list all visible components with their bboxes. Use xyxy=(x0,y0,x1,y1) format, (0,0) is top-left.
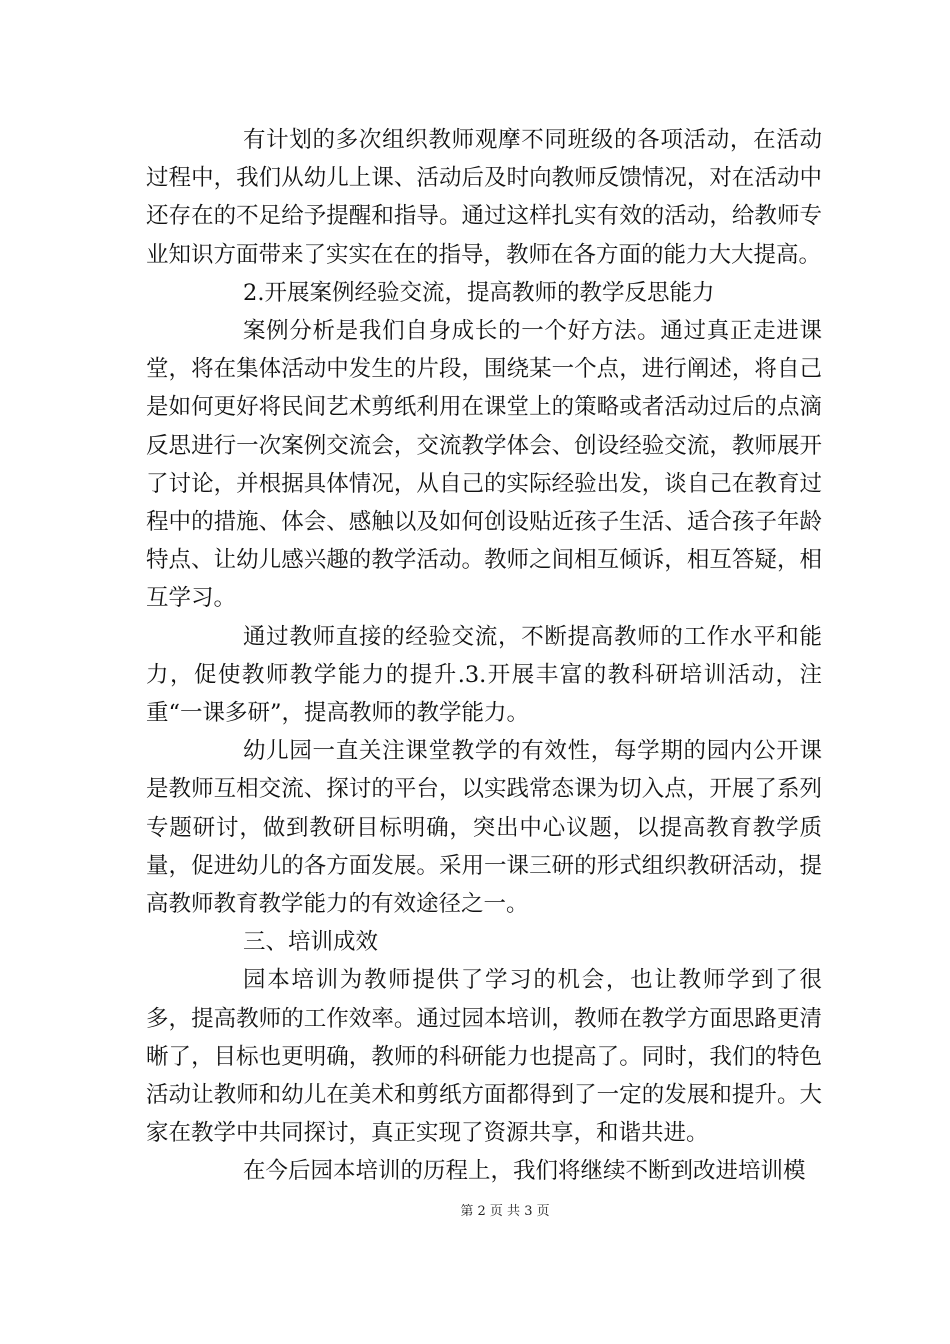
page-number-footer: 第 2 页 共 3 页 xyxy=(460,1204,550,1219)
body-text xyxy=(146,121,822,1191)
heading-training-results: 三、培训成效 xyxy=(243,929,379,956)
paragraph-observation: 有计划的多次组织教师观摩不同班级的各项活动，在活动过程中，我们从幼儿上课、活动后及时向教师反馈情况，对在活动中还存在的不足给予提醒和指导。通过这样扎实有效的活动，给教师专业知识方面带来了实实在在的指导，教师在各方面的能力大大提高。 xyxy=(146,127,822,268)
heading-case-exchange: 2.开展案例经验交流，提高教师的教学反思能力 xyxy=(243,279,715,306)
paragraph-open-class: 幼儿园一直关注课堂教学的有效性，每学期的园内公开课是教师互相交流、探讨的平台，以实践常态课为切入点，开展了系列专题研讨，做到教研目标明确，突出中心议题，以提高教育教学质量，促进幼儿的各方面发展。采用一课三研的形式组织教研活动，提高教师教育教学能力的有效途径之一。 xyxy=(146,738,822,918)
paragraph-future-plan: 在今后园本培训的历程上，我们将继续不断到改进培训模 xyxy=(243,1158,806,1185)
paragraph-case-analysis: 案例分析是我们自身成长的一个好方法。通过真正走进课堂，将在集体活动中发生的片段，围绕某一个点，进行阐述，将自己是如何更好将民间艺术剪纸利用在课堂上的策略或者活动过后的点滴反思进行一次案例交流会，交流教学体会、创设经验交流，教师展开了讨论，并根据具体情况，从自己的实际经验出发，谈自己在教育过程中的措施、体会、感触以及如何创设贴近孩子生活、适合孩子年龄特点、让幼儿感兴趣的教学活动。教师之间相互倾诉，相互答疑，相互学习。 xyxy=(146,318,822,612)
paragraph-training-results: 园本培训为教师提供了学习的机会，也让教师学到了很多，提高教师的工作效率。通过园本培训，教师在教学方面思路更清晰了，目标也更明确，教师的科研能力也提高了。同时，我们的特色活动让教师和幼儿在美术和剪纸方面都得到了一定的发展和提升。大家在教学中共同探讨，真正实现了资源共享，和谐共进。 xyxy=(146,967,822,1147)
paragraph-experience-exchange: 通过教师直接的经验交流，不断提高教师的工作水平和能力，促使教师教学能力的提升.3.开展丰富的教科研培训活动，注重“一课多研”，提高教师的教学能力。 xyxy=(146,623,822,727)
